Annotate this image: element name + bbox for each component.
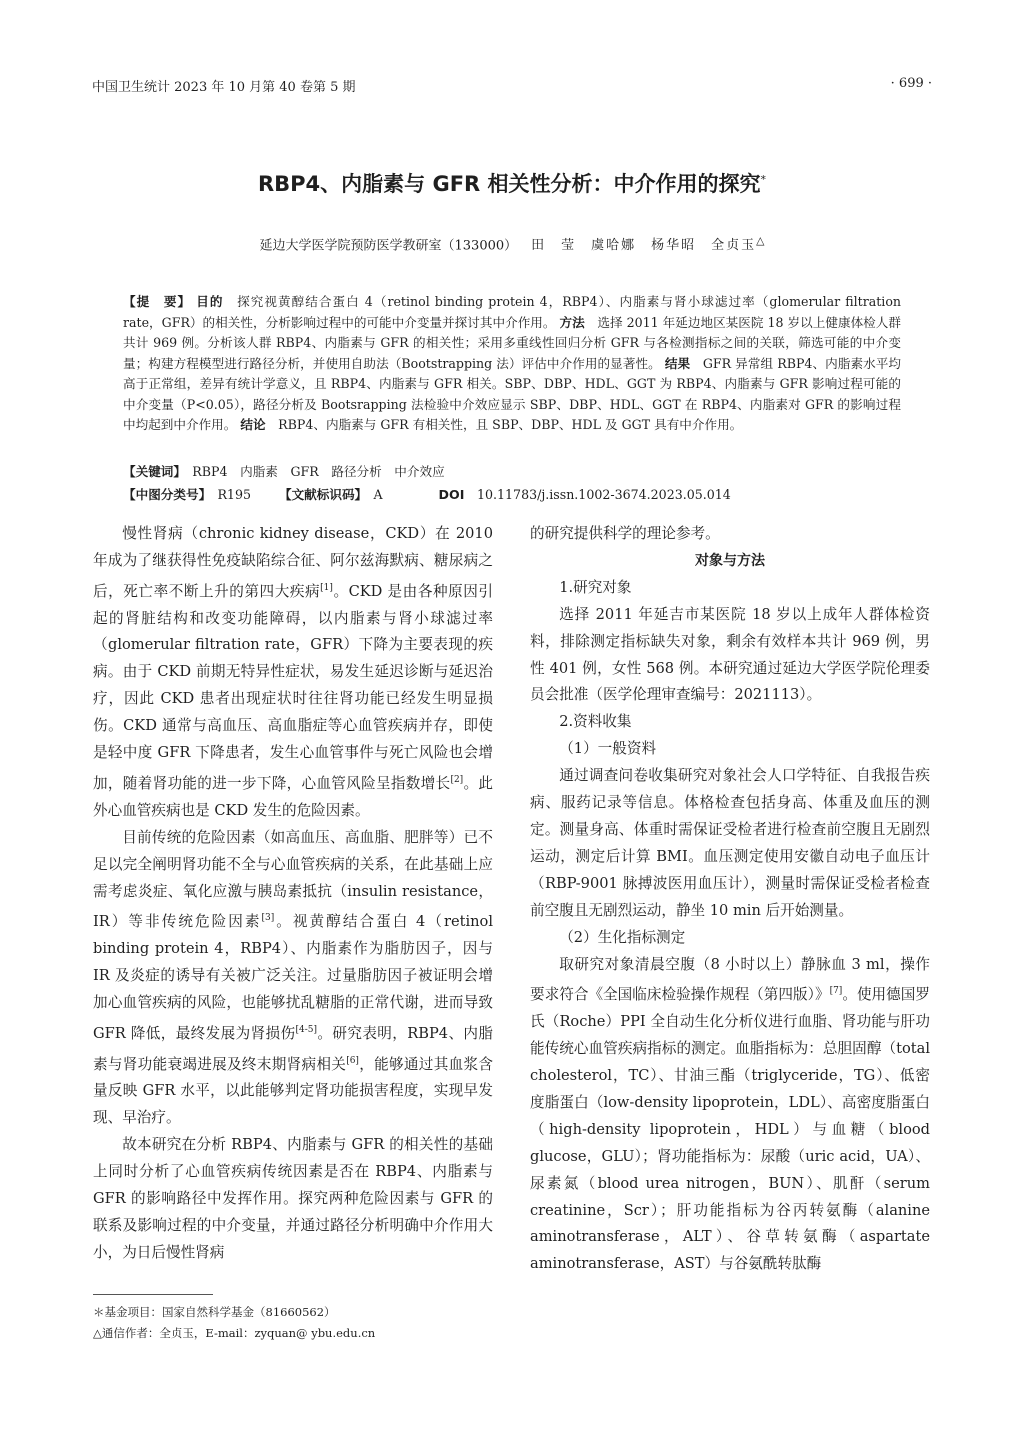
results-text: GFR 异常组 RBP4、内脂素水平均高于正常组，差异有统计学意义，且 RBP4、内脂素与 GFR 相关。SBP、DBP、HDL、GGT 为 RBP4、内脂素与 GFR 影响过程可能的中介变量（P<0.05），路径分析及 Bootsrapping 法检验中介效应显示 SBP、DBP、HDL、GGT 在 RBP4、内脂素对 GFR 的影响过程中均起到中介作用。 bbox=[123, 355, 902, 432]
right-column bbox=[530, 521, 930, 1278]
title-text: RBP4、内脂素与 GFR 相关性分析：中介作用的探究 bbox=[257, 172, 761, 196]
running-head: 中国卫生统计 2023 年 10 月第 40 卷第 5 期 bbox=[92, 80, 356, 95]
citation-7: [7] bbox=[829, 986, 843, 997]
citation-4-5: [4-5] bbox=[295, 1024, 318, 1035]
title-footnote-mark: * bbox=[760, 173, 767, 186]
footnote-rule bbox=[93, 1294, 213, 1295]
methods-label: 方法 bbox=[559, 314, 585, 330]
citation-3: [3] bbox=[261, 913, 275, 924]
intro-paragraph-3-end: 的研究提供科学的理论参考。 bbox=[530, 525, 720, 542]
left-column bbox=[93, 521, 493, 1267]
subheading-biochemical: （2）生化指标测定 bbox=[559, 928, 686, 946]
doi-value: 10.11783/j.issn.1002-3674.2023.05.014 bbox=[477, 487, 731, 502]
corresponding-author-footnote: △通信作者：全贞玉，E-mail：zyquan@ ybu.edu.cn bbox=[93, 1326, 376, 1340]
footnotes bbox=[93, 1302, 375, 1344]
keywords bbox=[123, 461, 901, 480]
author-line bbox=[0, 234, 1024, 253]
objective-label: 目的 bbox=[196, 294, 224, 309]
subheading-data-collection: 2.资料收集 bbox=[559, 713, 632, 731]
abstract bbox=[123, 292, 901, 436]
doc-code-value: A bbox=[373, 487, 383, 502]
classification-line bbox=[123, 484, 901, 503]
intro-paragraph-3: 故本研究在分析 RBP4、内脂素与 GFR 的相关性的基础上同时分析了心血管疾病传统因素是否在 RBP4、内脂素与 GFR 的影响路径中发挥作用。探究两种危险因素与 GFR 的联系及影响过程的中介变量，并通过路径分析明确中介作用大小，为日后慢性肾病 bbox=[93, 1136, 493, 1261]
affiliation: 延边大学医学院预防医学教研室（133000） bbox=[259, 238, 518, 254]
author-mark: △ bbox=[756, 234, 765, 247]
doi-label: DOI bbox=[438, 487, 465, 502]
doc-code-label: 【文献标识码】 bbox=[278, 487, 361, 502]
section-heading-methods: 对象与方法 bbox=[695, 552, 765, 569]
author-names: 田 莹 虞哈娜 杨华昭 全贞玉 bbox=[531, 238, 757, 254]
subheading-general-data: （1）一般资料 bbox=[559, 740, 657, 758]
citation-6: [6] bbox=[346, 1055, 359, 1066]
conclusion-label: 结论 bbox=[240, 417, 266, 432]
results-label: 结果 bbox=[664, 355, 691, 371]
keywords-text: RBP4 内脂素 GFR 路径分析 中介效应 bbox=[192, 464, 445, 479]
clc-value: R195 bbox=[217, 487, 251, 502]
abstract-label: 【提 要】 bbox=[123, 294, 192, 309]
general-data-paragraph: 通过调查问卷收集研究对象社会人口学特征、自我报告疾病、服药记录等信息。体格检查包括身高、体重及血压的测定。测量身高、体重时需保证受检者进行检查前空腹且无剧烈运动，测定后计算 BMI。血压测定使用安徽自动电子血压计（RBP-9001 脉搏波医用血压计），测量时需保证受检者检查前空腹且无剧烈运动，静坐 10 min 后开始测量。 bbox=[530, 767, 930, 919]
clc-label: 【中图分类号】 bbox=[123, 487, 205, 502]
citation-2: [2] bbox=[450, 775, 464, 786]
fund-footnote: ＊基金项目：国家自然科学基金（81660562） bbox=[93, 1305, 336, 1319]
objective-text: 探究视黄醇结合蛋白 4（retinol binding protein 4，RBP4）、内脂素与肾小球滤过率（glomerular filtration rate，GFR）的相关性，分析影响过程中的可能中介变量并探讨其中介作用。 bbox=[123, 294, 902, 330]
subheading-subjects: 1.研究对象 bbox=[559, 578, 632, 596]
subjects-paragraph: 选择 2011 年延吉市某医院 18 岁以上成年人群体检资料，排除测定指标缺失对象，剩余有效样本共计 969 例，男性 401 例，女性 568 例。本研究通过延边大学医学院伦理委员会批准（医学伦理审查编号：2021113）。 bbox=[530, 605, 930, 704]
citation-1: [1] bbox=[320, 582, 333, 593]
page-number: · 699 · bbox=[890, 76, 932, 91]
conclusion-text: RBP4、内脂素与 GFR 有相关性，且 SBP、DBP、HDL 及 GGT 具有中介作用。 bbox=[278, 417, 743, 432]
intro-paragraph-1: 慢性肾病（chronic kidney disease，CKD）在 2010 年成为了继获得性免疫缺陷综合征、阿尔兹海默病、糖尿病之后，死亡率不断上升的第四大疾病[1]。CKD 是由各种原因引起的肾脏结构和改变功能障碍，以内脂素与肾小球滤过率（glomerular filtration rate，GFR）下降为主要表现的疾病。由于 CKD 前期无特异性症状，易发生延迟诊断与延迟治疗，因此 CKD 患者出现症状时往往肾功能已经发生明显损伤。CKD 通常与高血压、高血脂症等心血管疾病并存，即使是轻中度 GFR 下降患者，发生心血管事件与死亡风险也会增加，随着肾功能的进一步下降，心血管风险呈指数增长[2]。此外心血管疾病也是 CKD 发生的危险因素。 bbox=[93, 525, 493, 819]
paper-title bbox=[0, 168, 1024, 198]
keywords-label: 【关键词】 bbox=[123, 464, 180, 479]
methods-text: 选择 2011 年延边地区某医院 18 岁以上健康体检人群共计 969 例。分析该人群 RBP4、内脂素与 GFR 的相关性；采用多重线性回归分析 GFR 与各检测指标之间的关联，筛选可能的中介变量；构建方程模型进行路径分析，并使用自助法（Bootstrapping 法）评估中介作用的显著性。 bbox=[123, 314, 901, 371]
biochemical-paragraph: 取研究对象清晨空腹（8 小时以上）静脉血 3 ml，操作要求符合《全国临床检验操作规程（第四版）》[7]。使用德国罗氏（Roche）PPI 全自动生化分析仪进行血脂、肾功能与肝功能传统心血管疾病指标的测定。血脂指标为：总胆固醇（total cholesterol，TC）、甘油三酯（triglyceride，TG）、低密度脂蛋白（low-density lipoprotein，LDL）、高密度脂蛋白（high-density lipoprotein，HDL）与血糖（blood glucose，GLU）；肾功能指标为：尿酸（uric acid，UA）、尿素氮（blood urea nitrogen，BUN）、肌酐（serum creatinine，Scr）；肝功能指标为谷丙转氨酶（alanine aminotransferase，ALT）、谷草转氨酶（aspartate aminotransferase，AST）与谷氨酰转肽酶 bbox=[530, 955, 930, 1273]
intro-paragraph-2: 目前传统的危险因素（如高血压、高血脂、肥胖等）已不足以完全阐明肾功能不全与心血管疾病的关系，在此基础上应需考虑炎症、氧化应激与胰岛素抵抗（insulin resistance，IR）等非传统危险因素[3]。视黄醇结合蛋白 4（retinol binding protein 4，RBP4）、内脂素作为脂肪因子，因与 IR 及炎症的诱导有关被广泛关注。过量脂肪因子被证明会增加心血管疾病的风险，也能够扰乱糖脂的正常代谢，进而导致 GFR 降低，最终发展为肾损伤[4-5]。研究表明，RBP4、内脂素与肾功能衰竭进展及终末期肾病相关[6]，能够通过其血浆含量反映 GFR 水平，以此能够判定肾功能损害程度，实现早发现、早治疗。 bbox=[93, 828, 493, 1127]
